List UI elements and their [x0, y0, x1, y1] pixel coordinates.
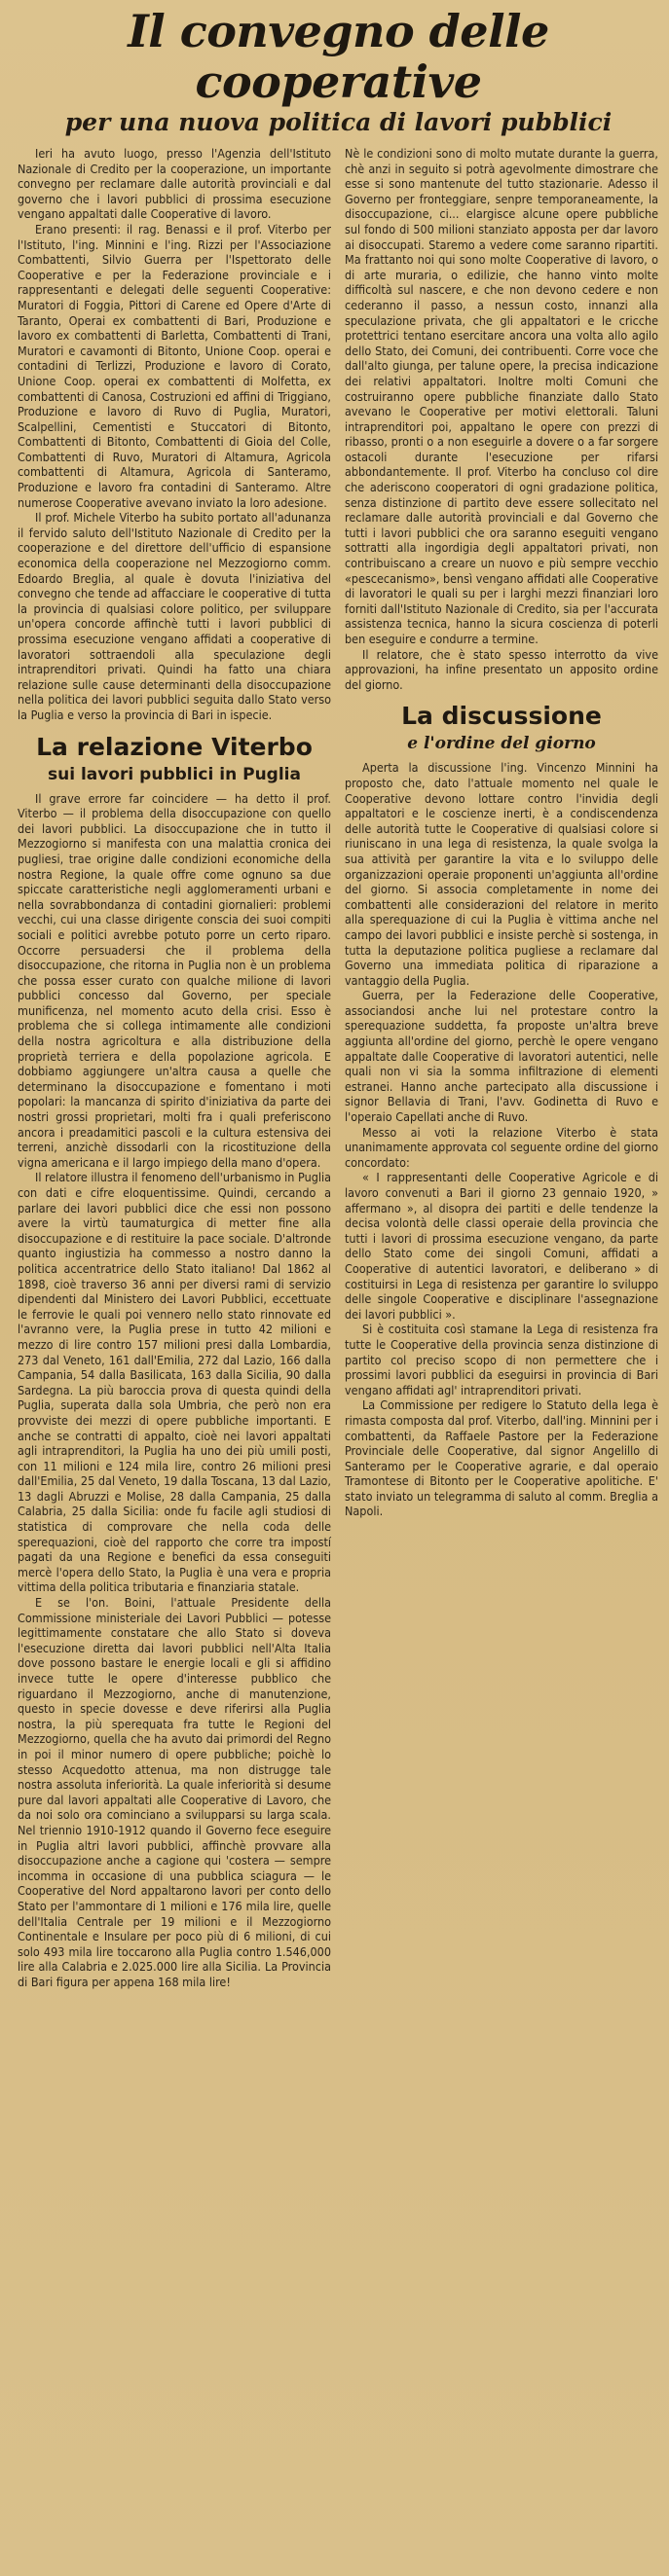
continuation-paragraph: Nè le condizioni sono di molto mutate durante la guerra, chè anzi in seguito si potrà agevolmente dimostrare che esse si sono mantenute del tutto stazionarie. Adesso il Governo per fronteggiare, senpre temporaneamente, la disoccupazione, ci... elargisce alcune opere pubbliche sul fondo di 500 milioni stanziato apposta per dar lavoro ai disoccupati. Staremo a vedere come saranno ripartiti. Ma frattanto noi qui sono molte Cooperative di lavoro, o di arte muraria, o edilizie, che hanno vinto molte difficoltà sul nascere, e che non devono cedere e non cederanno il passo, a nessun costo, innanzi alla speculazione privata, che gli appaltatori e le cricche protettrici tentano esercitare ancora una volta allo agilo dello Stato, dei Comuni, dei contribuenti. Corre voce che dall'alto giunga, per talune opere, la precisa indicazione dei relativi appaltatori. Inoltre molti Comuni che costruiranno opere pubbliche finanziate dallo Stato avevano le Cooperative per motivi elettorali. Taluni intraprenditori poi, appaltano le opere con prezzi di ribasso, pronti o a non eseguirle a dovere o a far sorgere ostacoli durante l'esecuzione per rifarsi abbondantemente. Il prof. Viterbo ha concluso col dire che aderiscono cooperatori di ogni gradazione politica, senza distinzione di partito deve essere sollecitato nel reclamare dalle autorità provinciali e dal Governo che tutti i lavori pubblici che ora saranno eseguiti vengano sottratti alla ingordigia degli appaltatori privati, non contribuiscano a creare un nuovo e più sempre vecchio «pescecanismo», bensì vengano affidati alle Cooperative di lavoratori le quali su per i larghi mezzi finanziari loro forniti dall'Istituto Nazionale di Credito, sia per l'accurata assistenza tecnica, hanno la sicura coscienza di poterli ben eseguire e condurre a termine. [345, 146, 658, 646]
section-title-discussione: La discussione [401, 702, 602, 731]
resolution-paragraph: « I rappresentanti delle Cooperative Agricole e di lavoro convenuti a Bari il giorno 23 gennaio 1920, » affermano », al disopra dei partiti e delle tendenze la decisa volontà delle classi operaie della provincia che tutti i lavori di prossima esecuzione vengano, da parte dello Stato come dei singoli Comuni, affidati a Cooperative di autentici lavoratori, e deliberano » di costituirsi in Lega di resistenza per garantire lo sviluppo delle singole Cooperative e disciplinare l'assegnazione dei lavori pubblici ». [345, 1170, 658, 1322]
article-columns [18, 146, 659, 1989]
headline: Il convegno delle cooperative [128, 5, 549, 108]
relazione-paragraph-2: Il relatore illustra il fenomeno dell'urbanismo in Puglia con dati e cifre eloquentissime. Quindi, cercando a parlare dei lavori pubblici dice che essi non possono avere la virtù taumaturgica di metter fine alla disoccupazione e di restituire la pace sociale. D'altronde quanto ingiustizia ha commesso a nostro danno la politica accentratrice dello Stato italiano! Dal 1862 al 1898, cioè traverso 36 anni per diversi rami di servizio dipendenti dal Ministero dei Lavori Pubblici, eccettuate le ferrovie le quali poi vennero nello stato rinnovate ed l'avranno vere, la Puglia prese in tutto 42 milioni e mezzo di lire contro 157 milioni presi dalla Lombardia, 273 dal Veneto, 161 dall'Emilia, 272 dal Lazio, 166 dalla Campania, 54 dalla Basilicata, 163 dalla Sicilia, 90 dalla Sardegna. La più baroccia prova di questa quindi della Puglia, superata dalla sola Umbria, che però non era provviste dei mezzi di opere pubbliche importanti. E anche se contratti di appalto, cioè nei lavori appaltati agli intraprenditori, la Puglia ha uno dei più umili posti, con 11 milioni e 124 mila lire, contro 26 milioni presi dall'Emilia, 25 dal Veneto, 19 dalla Toscana, 13 dal Lazio, 13 dagli Abruzzi e Molise, 28 dalla Campania, 25 dalla Calabria, 25 dalla Sicilia: onde fu facile agli studiosi di statistica di comprovare che nella coda delle sperequazioni, cioè del rapporto che corre tra impostí pagati da una Regione e benefici da essa conseguiti mercè l'opera dello Stato, la Puglia è una vera e propria vittima della politica tributaria e finanziaria statale. [18, 1170, 331, 1595]
viterbo-intro-paragraph: Il prof. Michele Viterbo ha subito portato all'adunanza il fervido saluto dell'Istituto Nazionale di Credito per la cooperazione e del direttore dell'ufficio di espansione economica della cooperazione nel Mezzogiorno comm. Edoardo Breglia, al quale è dovuta l'iniziativa del convegno che tende ad affacciare le cooperative di tutta la provincia di qualsiasi colore politico, per sviluppare un'opera concorde affinchè tutti i lavori pubblici di prossima esecuzione vengano affidati a cooperative di lavoratori sottraendoli alla speculazione degli intraprenditori privati. Quindi ha fatto una chiara relazione sulle cause determinanti della disoccupazione nella politica dei lavori pubblici seguita dallo Stato verso la Puglia e verso la provincia di Bari in ispecie. [18, 510, 331, 722]
left-column [18, 146, 331, 1989]
discussion-paragraph-2: Guerra, per la Federazione delle Cooperative, associandosi anche lui nel protestare contro la sperequazione suddetta, fa proposte un'altra breve aggiunta all'ordine del giorno, perchè le opere vengano appaltate dalle Cooperative di lavoratori autentici, nelle quali non vi sia la somma infiltrazione di elementi estranei. Hanno anche partecipato alla discussione i signor Bellavia di Trani, l'avv. Godinetta di Ruvo e l'operaio Capellati anche di Ruvo. [345, 988, 658, 1125]
discussion-paragraph-1: Aperta la discussione l'ing. Vincenzo Minnini ha proposto che, dato l'attuale momento nel quale le Cooperative devono lottare contro l'invidia degli appaltatori e le coscienze inerti, è a condiscendenza delle autorità tutte le Cooperative di qualsiasi colore si riuniscano in una lega di resistenza, la quale svolga la sua attività per garantire la vita e lo sviluppo delle organizzazioni operaie proponenti un'aggiunta all'ordine del giorno. Si associa completamente in nome dei combattenti alle considerazioni del relatore in merito alla sperequazione di cui la Puglia è vittima anche nel campo dei lavori pubblici e insiste perchè si sostenga, in tutta la deputazione politica pugliese a reclamare dal Governo una immediata politica di riparazione a vantaggio della Puglia. [345, 760, 658, 988]
subheadline: per una nuova politica di lavori pubblici [64, 108, 613, 136]
right-column [345, 146, 658, 1989]
relazione-paragraph-1: Il grave errore far coincidere — ha detto il prof. Viterbo — il problema della disoccupazione con quello dei lavori pubblici. La disoccupazione che in tutto il Mezzogiorno si manifesta con una malattia cronica dei pugliesi, trae origine dalle condizioni economiche della nostra Regione, la quale offre come ognuno sa due spiccate caratteristiche negli agglomeramenti urbani e nella sovrabbondanza di contadini giornalieri: problemi vecchi, cui una classe dirigente conscia dei suoi compiti sociali e politici avrebbe potuto porre un certo riparo. Occorre persuadersi che il problema della disoccupazione, che ritorna in Puglia non è un problema che possa esser curato con qualche milione di lavori pubblici concesso dal Governo, per speciale munificenza, nel momento acuto della crisi. Esso è problema che si collega intimamente alle condizioni della nostra agricoltura e alla distribuzione della proprietà terriera e della popolazione agricola. E dobbiamo aggiungere un'altra causa a quelle che determinano la disoccupazione e fomentano i moti popolari: la mancanza di spirito d'iniziativa da parte dei nostri grossi proprietari, molti fra i quali preferiscono ancora i preadamitici pascoli e la cultura estensiva dei terreni, anzichè dissodarli con la ricostituzione della vigna americana e il largo impiego della mano d'opera. [18, 790, 331, 1170]
commission-paragraph: La Commissione per redigere lo Statuto della lega è rimasta composta dal prof. Viterbo, dall'ing. Minnini per i combattenti, da Raffaele Pastore per la Federazione Provinciale delle Cooperative, dal signor Angelillo di Santeramo per le Cooperative agrarie, e dal operaio Tramontese di Bitonto per le Cooperative apolitiche. E' stato inviato un telegramma di saluto al comm. Breglia a Napoli. [345, 1397, 658, 1519]
relator-paragraph: Il relatore, che è stato spesso interrotto da vive approvazioni, ha infine presentato un apposito ordine del giorno. [345, 646, 658, 692]
vote-paragraph: Messo ai voti la relazione Viterbo è stata unanimamente approvata col seguente ordine del giorno concordato: [345, 1124, 658, 1170]
relazione-paragraph-3: E se l'on. Boini, l'attuale Presidente della Commissione ministeriale dei Lavori Pubblici — potesse legittimamente constatare che allo Stato si doveva l'esecuzione diretta dai lavori pubblici nell'Alta Italia dove possono bastare le energie locali e gli si affidino invece tutte le opere d'interesse pubblico che riguardano il Mezzogiorno, anche di manutenzione, questo in specie dovesse e deve riferirsi alla Puglia nostra, la più sperequata fra tutte le Regioni del Mezzogiorno, quella che ha avuto dai primordi del Regno in poi il minor numero di opere pubbliche; poichè lo stesso Acquedotto attenua, ma non distrugge tale nostra assoluta inferiorità. La quale inferiorità si desume pure dal lavori appaltati alle Cooperative di Lavoro, che da noi solo ora cominciano a svilupparsi su larga scala. Nel triennio 1910-1912 quando il Governo fece eseguire in Puglia altri lavori pubblici, affinchè provvare alla disoccupazione anche a cagione qui 'costera — sempre incomma in occasione di una pubblica sciagura — le Cooperative del Nord appaltarono lavori per conto dello Stato per l'ammontare di 1 milioni e 176 mila lire, quelle dell'Italia Centrale per 19 milioni e il Mezzogiorno Continentale e Insulare per poco più di 6 milioni, di cui solo 493 mila lire toccarono alla Puglia contro 1.546,000 lire alla Calabria e 2.025.000 lire alla Sicilia. La Provincia di Bari figura per appena 168 mila lire! [18, 1595, 331, 1989]
section-subtitle-discussione: e l'ordine del giorno [407, 734, 596, 754]
intro-paragraph: Ieri ha avuto luogo, presso l'Agenzia dell'Istituto Nazionale di Credito per la cooperazione, un importante convegno per reclamare dalle autorità provinciali e dal governo che i lavori pubblici di prossima esecuzione vengano appaltati dalle Cooperative di lavoro. [18, 146, 331, 222]
section-subtitle-relazione: sui lavori pubblici in Puglia [48, 764, 301, 784]
attendees-paragraph: Erano presenti: il rag. Benassi e il prof. Viterbo per l'Istituto, l'ing. Minnini e l'ing. Rizzi per l'Associazione Combattenti, Silvio Guerra per l'Ispettorato delle Cooperative e per la Federazione provinciale e i rappresentanti e delegati delle seguenti Cooperative: Muratori di Foggia, Pittori di Carene ed Opere d'Arte di Taranto, Operai ex combattenti di Bari, Produzione e lavoro ex combattenti di Barletta, Combattenti di Trani, Muratori e cavamonti di Bitonto, Unione Coop. operai e contadini di Terlizzi, Produzione e lavoro di Corato, Unione Coop. operai ex combattenti di Molfetta, ex combattenti di Canosa, Costruzioni ed affini di Triggiano, Produzione e lavoro di Ruvo di Puglia, Muratori, Scalpellini, Cementisti e Stuccatori di Bitonto, Combattenti di Bitonto, Combattenti di Gioia del Colle, Combattenti di Ruvo, Muratori di Altamura, Agricola combattenti di Altamura, Agricola di Santeramo, Produzione e lavoro fra contadini di Santeramo. Altre numerose Cooperative avevano inviato la loro adesione. [18, 221, 331, 510]
league-paragraph: Si è costituita così stamane la Lega di resistenza fra tutte le Cooperative della provincia senza distinzione di partito col preciso scopo di non permettere che i prossimi lavori pubblici da eseguirsi in provincia di Bari vengano affidati agl' intraprenditori privati. [345, 1322, 658, 1397]
section-title-relazione: La relazione Viterbo [36, 732, 313, 761]
